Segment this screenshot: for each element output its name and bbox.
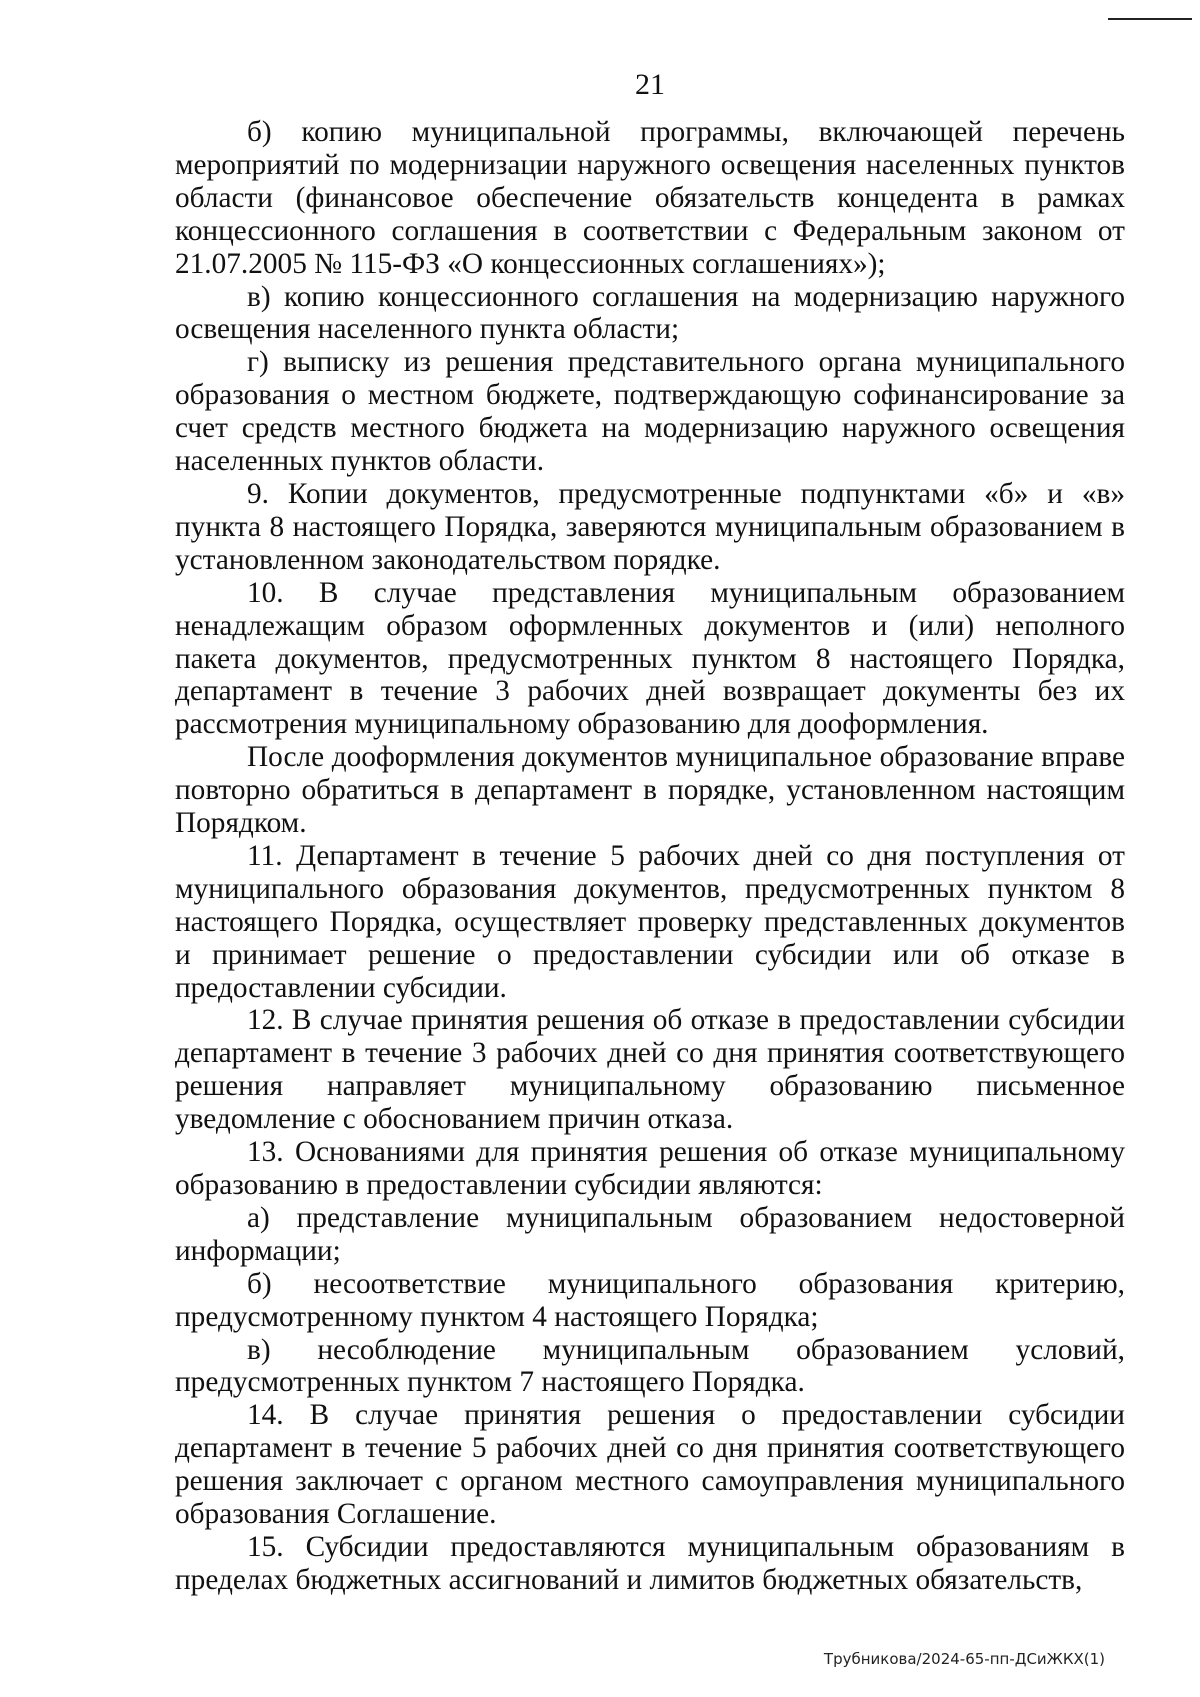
paragraph-9: 9. Копии документов, предусмотренные подпунктами «б» и «в» пункта 8 настоящего Порядка, заверяются муниципальным образованием в установленном законодательством порядке. — [175, 477, 1125, 576]
paragraph-13a: а) представление муниципальным образованием недостоверной информации; — [175, 1201, 1125, 1267]
paragraph-8b: б) копию муниципальной программы, включающей перечень мероприятий по модернизации наружного освещения населенных пунктов области (финансовое обеспечение обязательств концедента в рамках концессионного соглашения в соответствии с Федеральным законом от 21.07.2005 № 115-ФЗ «О концессионных соглашениях»); — [175, 116, 1125, 280]
paragraph-10-continued: После дооформления документов муниципальное образование вправе повторно обратиться в департамент в порядке, установленном настоящим Порядком. — [175, 741, 1125, 840]
paragraph-13b: б) несоответствие муниципального образования критерию, предусмотренному пунктом 4 настоящего Порядка; — [175, 1267, 1125, 1333]
header-rule — [1108, 18, 1192, 20]
paragraph-15: 15. Субсидии предоставляются муниципальным образованиям в пределах бюджетных ассигнований и лимитов бюджетных обязательств, — [175, 1530, 1125, 1596]
paragraph-13: 13. Основаниями для принятия решения об отказе муниципальному образованию в предоставлении субсидии являются: — [175, 1136, 1125, 1201]
paragraph-8g: г) выписку из решения представительного органа муниципального образования о местном бюджете, подтверждающую софинансирование за счет средств местного бюджета на модернизацию наружного освещения населенных пунктов области. — [175, 346, 1125, 478]
footer-reference: Трубникова/2024-65-пп-ДСиЖКХ(1) — [823, 1650, 1105, 1668]
paragraph-11: 11. Департамент в течение 5 рабочих дней со дня поступления от муниципального образования документов, предусмотренных пунктом 8 настоящего Порядка, осуществляет проверку представленных документов и принимает решение о предоставлении субсидии или об отказе в предоставлении субсидии. — [175, 839, 1125, 1004]
paragraph-12: 12. В случае принятия решения об отказе в предоставлении субсидии департамент в течение 3 рабочих дней со дня принятия соответствующего решения направляет муниципальному образованию письменное уведомление с обоснованием причин отказа. — [175, 1004, 1125, 1136]
paragraph-13v: в) несоблюдение муниципальным образованием условий, предусмотренных пунктом 7 настоящего Порядка. — [175, 1333, 1125, 1399]
paragraph-14: 14. В случае принятия решения о предоставлении субсидии департамент в течение 5 рабочих дней со дня принятия соответствующего решения заключает с органом местного самоуправления муниципального образования Соглашение. — [175, 1399, 1125, 1531]
paragraph-8v: в) копию концессионного соглашения на модернизацию наружного освещения населенного пункта области; — [175, 280, 1125, 346]
paragraph-10: 10. В случае представления муниципальным образованием ненадлежащим образом оформленных документов и (или) неполного пакета документов, предусмотренных пунктом 8 настоящего Порядка, департамент в течение 3 рабочих дней возвращает документы без их рассмотрения муниципальному образованию для дооформления. — [175, 576, 1125, 741]
document-body — [175, 116, 1125, 1597]
page-number: 21 — [635, 68, 665, 101]
